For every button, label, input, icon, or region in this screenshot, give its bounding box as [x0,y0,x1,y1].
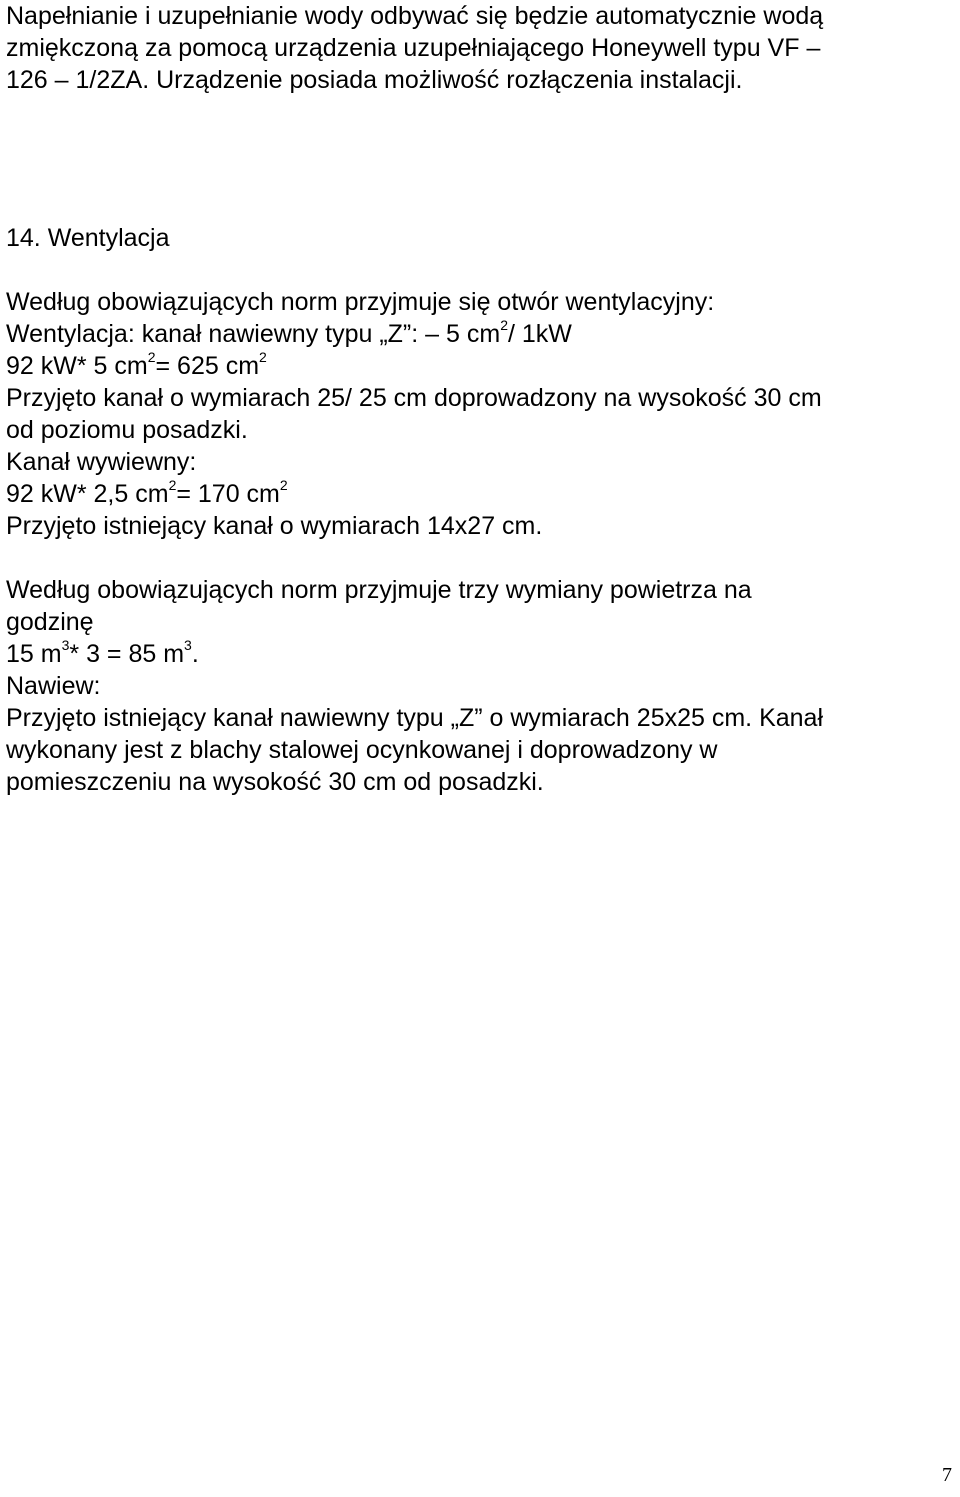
ventilation-section [6,286,822,542]
air-exchange-section [6,574,823,798]
exhaust-adopted: Przyjęto istniejący kanał o wymiarach 14x27 cm. [6,512,543,540]
exhaust-calculation [6,478,822,510]
intro-line-2: zmiękczoną za pomocą urządzenia uzupełniającego Honeywell typu VF – [6,34,821,62]
supply-channel-text: Wentylacja: kanał nawiewny typu „Z”: – 5 cm [6,320,501,348]
air-exchange-norm-1: Według obowiązujących norm przyjmuje trzy wymiany powietrza na [6,576,752,604]
air-calc-end: . [191,640,199,668]
air-exchange-calculation [6,638,823,670]
section-heading-text: 14. Wentylacja [6,224,170,252]
air-calc-left: 15 m [6,640,62,668]
exhaust-calc-right: = 170 cm [176,480,280,508]
air-calc-middle: * 3 = 85 m [69,640,185,668]
supply-calc-right: = 625 cm [155,352,260,380]
intro-line-3: 126 – 1/2ZA. Urządzenie posiada możliwość rozłączenia instalacji. [6,66,743,94]
intro-paragraph [6,0,823,96]
air-calc-exponent-2: 3 [184,636,192,653]
supply-label: Nawiew: [6,672,101,700]
air-calc-exponent-1: 3 [61,636,70,653]
supply-description-2: wykonany jest z blachy stalowej ocynkowanej i doprowadzony w [6,736,718,764]
supply-calc-exponent-1: 2 [147,348,156,365]
ventilation-norm: Według obowiązujących norm przyjmuje się otwór wentylacyjny: [6,288,715,316]
section-heading [6,222,170,254]
intro-line-1: Napełnianie i uzupełnianie wody odbywać się będzie automatycznie wodą [6,2,824,30]
supply-channel-exponent: 2 [500,316,508,333]
supply-description-1: Przyjęto istniejący kanał nawiewny typu „Z” o wymiarach 25x25 cm. Kanał [6,704,824,732]
supply-calc-exponent-2: 2 [259,348,267,365]
page-number: 7 [942,1464,952,1486]
exhaust-calc-exponent-1: 2 [168,476,177,493]
supply-description-3: pomieszczeniu na wysokość 30 cm od posadzki. [6,768,544,796]
supply-channel-tail: / 1kW [507,320,572,348]
supply-adopted-line-2: od poziomu posadzki. [6,416,248,444]
exhaust-calc-exponent-2: 2 [279,476,288,493]
supply-adopted-line-1: Przyjęto kanał o wymiarach 25/ 25 cm doprowadzony na wysokość 30 cm [6,384,822,412]
air-exchange-norm-2: godzinę [6,608,94,636]
supply-calc-left: 92 kW* 5 cm [6,352,148,380]
exhaust-calc-left: 92 kW* 2,5 cm [6,480,169,508]
supply-calculation [6,350,822,382]
exhaust-label: Kanał wywiewny: [6,448,197,476]
supply-channel-line [6,318,822,350]
